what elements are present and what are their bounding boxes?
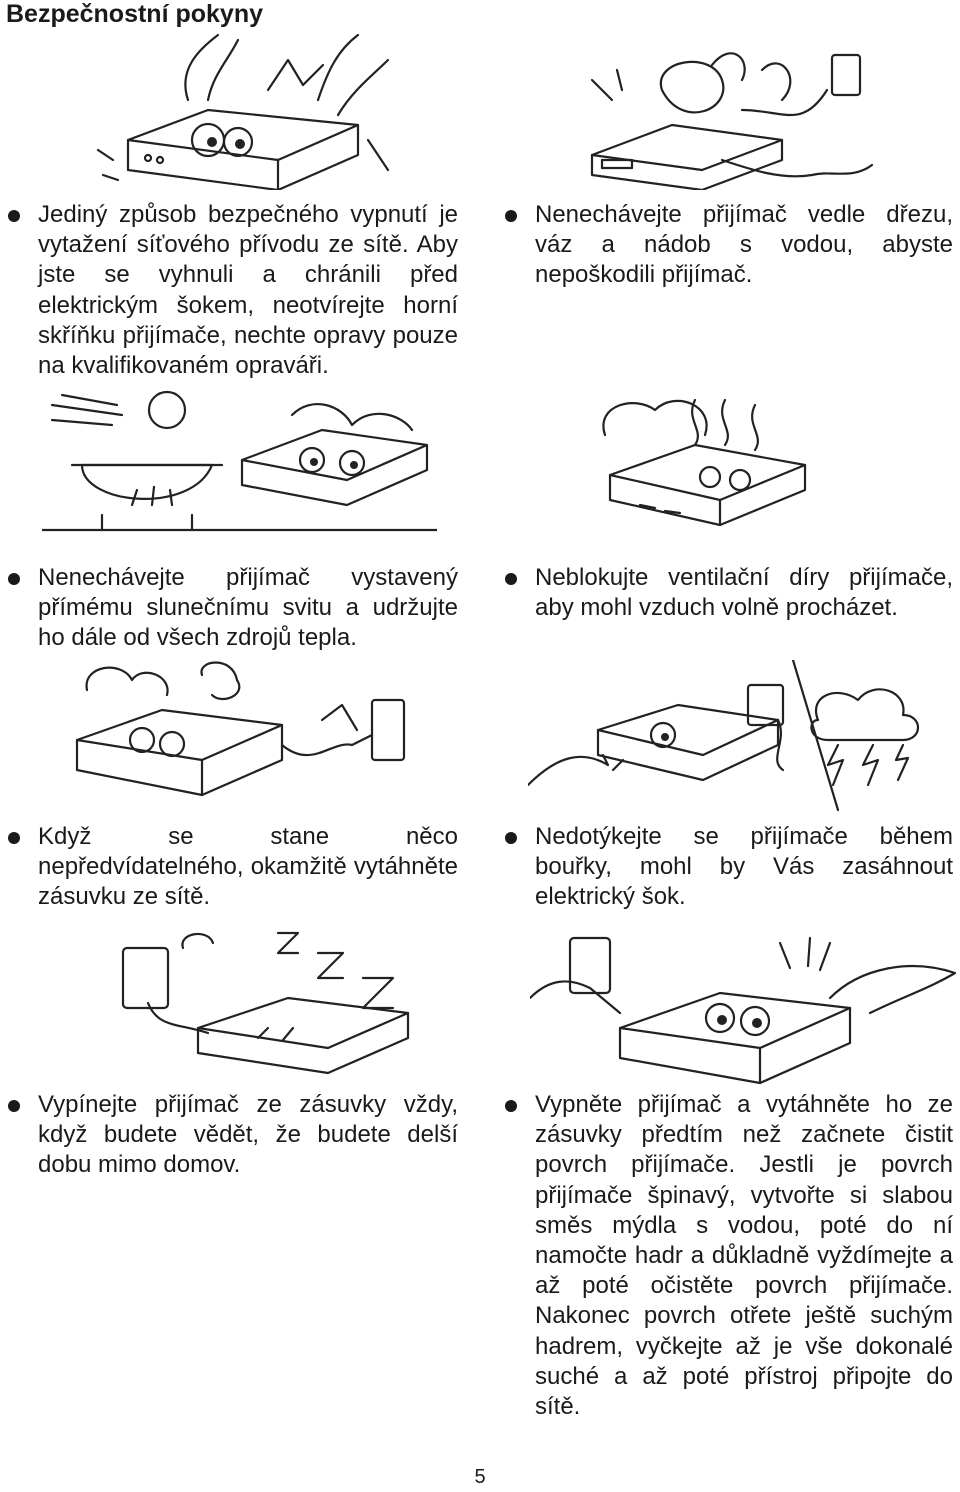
receiver-cleaning-icon [530, 928, 960, 1088]
receiver-heat-source-icon [42, 385, 437, 540]
bullet-icon [505, 573, 517, 585]
bullet-icon [8, 1100, 20, 1112]
bullet-icon [8, 210, 20, 222]
receiver-ventilation-icon [595, 385, 810, 545]
bullet-icon [505, 210, 517, 222]
receiver-opened-icon [88, 30, 398, 190]
receiver-water-icon [582, 30, 892, 190]
receiver-storm-icon [528, 660, 948, 815]
bullet-icon [505, 832, 517, 844]
bullet-icon [505, 1100, 517, 1112]
bullet-icon [8, 832, 20, 844]
page-number: 5 [474, 1466, 486, 1488]
page-title: Bezpečnostní pokyny [6, 0, 263, 28]
receiver-unplug-icon [72, 660, 412, 810]
bullet-icon [8, 573, 20, 585]
receiver-sleeping-icon [118, 928, 448, 1078]
